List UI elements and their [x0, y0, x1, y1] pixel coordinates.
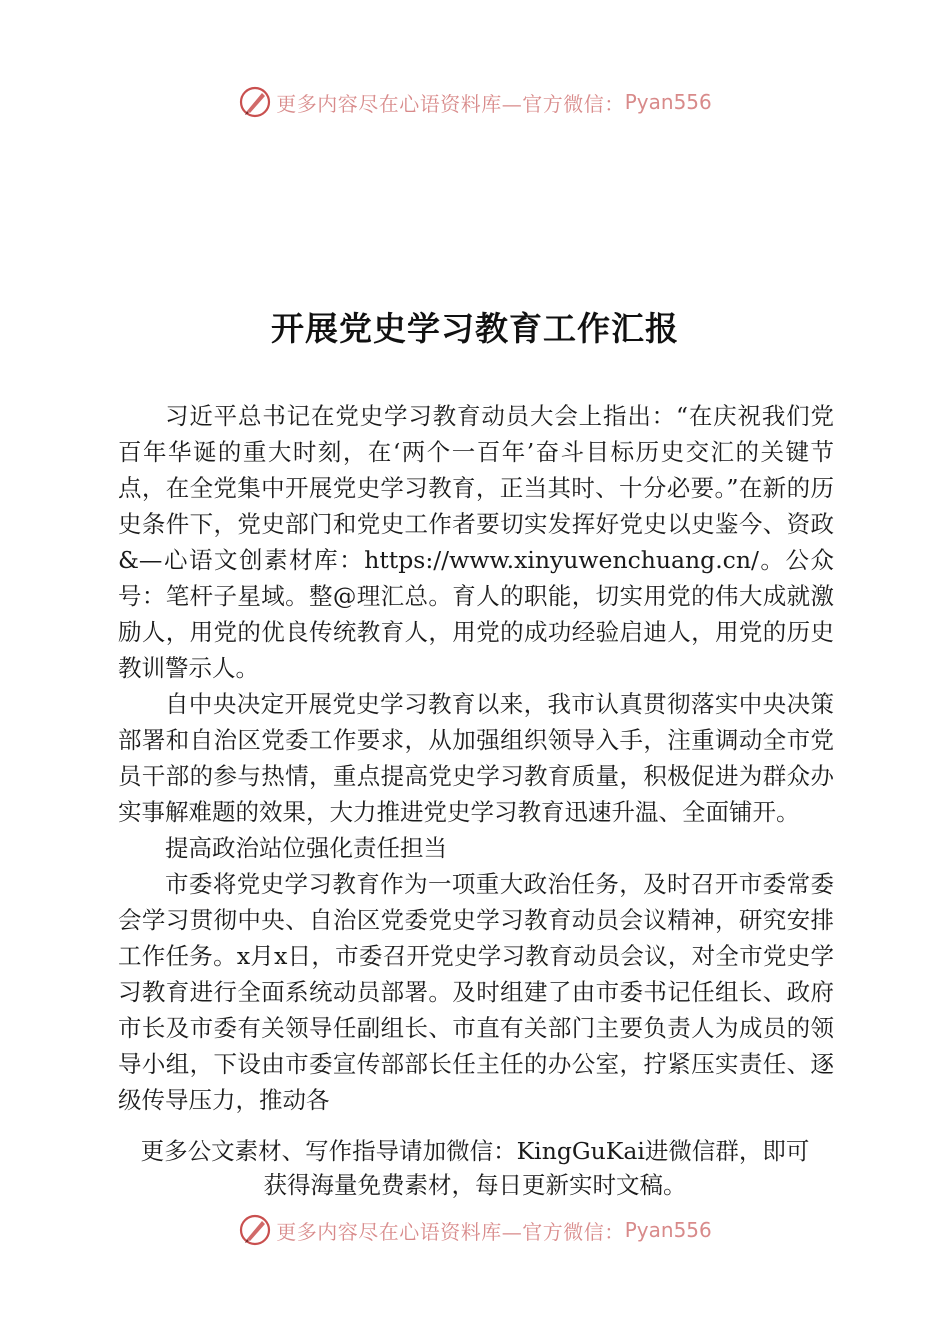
document-title: 开展党史学习教育工作汇报: [271, 309, 679, 348]
paragraph-2: 自中央决定开展党史学习教育以来，我市认真贯彻落实中央决策部署和自治区党委工作要求，从加强组织领导入手，注重调动全市党员干部的参与热情，重点提高党史学习教育质量，积极促进为群众办实事解难题的效果，大力推进党史学习教育迅速升温、全面铺开。: [118, 690, 834, 826]
section-paragraph: 市委将党史学习教育作为一项重大政治任务，及时召开市委常委会学习贯彻中央、自治区党委党史学习教育动员会议精神，研究安排工作任务。x月x日，市委召开党史学习教育动员会议，对全市党史学习教育进行全面系统动员部署。及时组建了由市委书记任组长、政府市长及市委有关领导任副组长、市直有关部门主要负责人为成员的领导小组，下设由市委宣传部部长任主任的办公室，拧紧压实责任、逐级传导压力，推动各: [118, 870, 834, 1114]
footer-promo-note: [110, 1134, 840, 1202]
banner-wechat-id: Pyan556: [624, 1218, 712, 1242]
banner-text: 更多内容尽在心语资料库—官方微信：: [276, 91, 625, 116]
section-heading: 提高政治站位强化责任担当: [165, 834, 447, 862]
header-watermark-banner: [0, 82, 950, 122]
quill-pen-circle-icon: [238, 1213, 272, 1247]
document-body: [118, 398, 834, 1118]
footer-note-line-2: 获得海量免费素材，每日更新实时文稿。: [263, 1171, 687, 1199]
footer-note-line-1: 更多公文素材、写作指导请加微信：KingGuKai进微信群，即可: [140, 1137, 810, 1165]
quill-pen-circle-icon: [238, 85, 272, 119]
banner-text: 更多内容尽在心语资料库—官方微信：: [276, 1219, 625, 1244]
footer-watermark-banner: [0, 1210, 950, 1250]
paragraph-1: 习近平总书记在党史学习教育动员大会上指出：“在庆祝我们党百年华诞的重大时刻，在‘两个一百年’奋斗目标历史交汇的关键节点，在全党集中开展党史学习教育，正当其时、十分必要。”在新的历史条件下，党史部门和党史工作者要切实发挥好党史以史鉴今、资政&—心语文创素材库：https://www.xinyuwenchuang.cn/。公众号：笔杆子星域。整@理汇总。育人的职能，切实用党的伟大成就激励人，用党的优良传统教育人，用党的成功经验启迪人，用党的历史教训警示人。: [118, 402, 834, 682]
banner-wechat-id: Pyan556: [624, 90, 712, 114]
